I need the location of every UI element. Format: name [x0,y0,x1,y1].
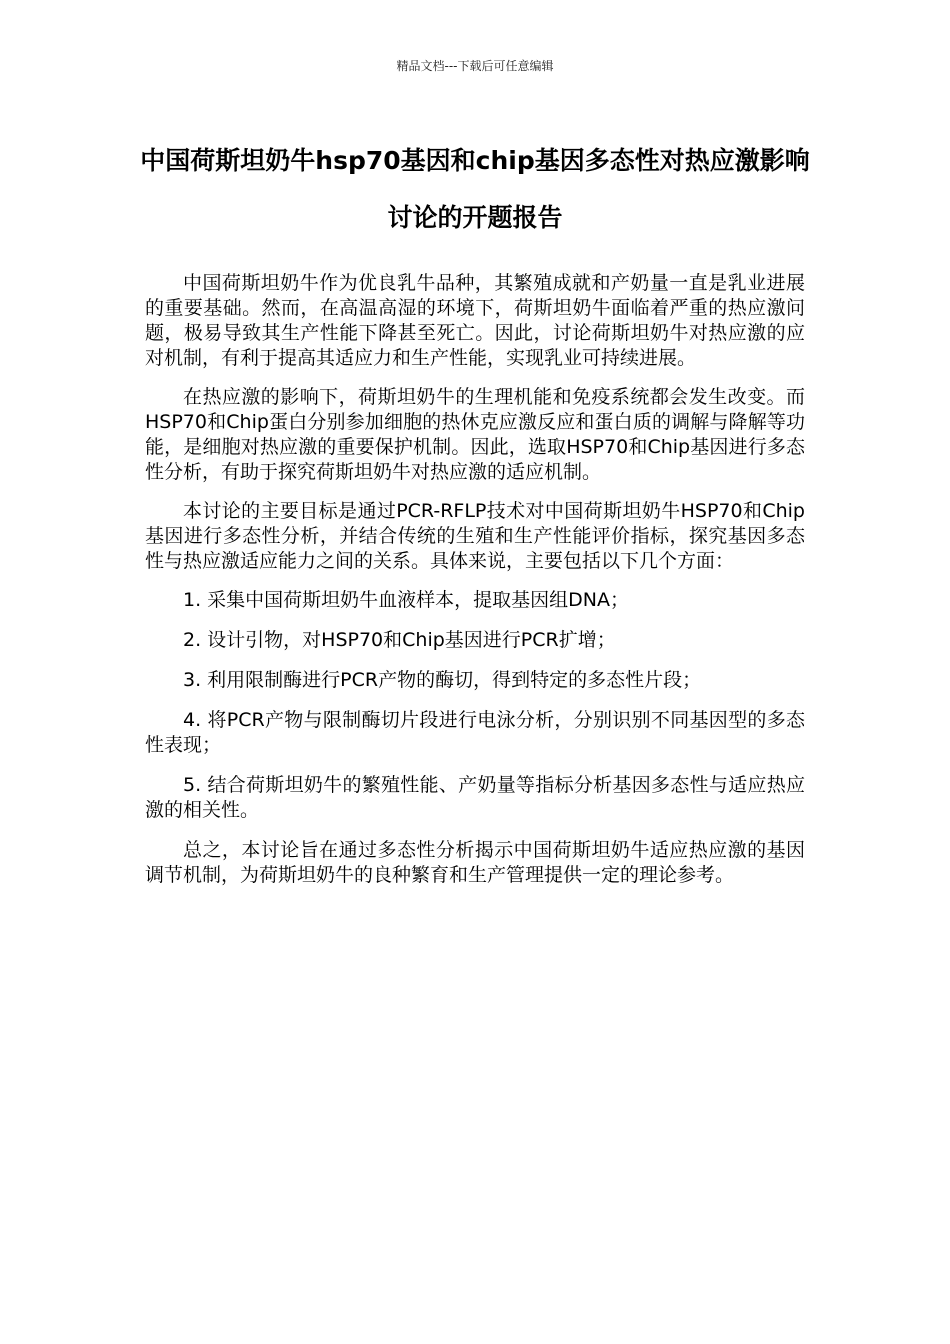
document-title: 中国荷斯坦奶牛hsp70基因和chip基因多态性对热应激影响讨论的开题报告 [140,146,810,232]
paragraph-background: 在热应激的影响下，荷斯坦奶牛的生理机能和免疫系统都会发生改变。而HSP70和Chip蛋白分别参加细胞的热休克应激反应和蛋白质的调解与降解等功能，是细胞对热应激的重要保护机制。因此，选取HSP70和Chip基因进行多态性分析，有助于探究荷斯坦奶牛对热应激的适应机制。 [145,386,805,483]
header-note: 精品文档---下载后可任意编辑 [396,59,554,73]
list-item: 5. 结合荷斯坦奶牛的繁殖性能、产奶量等指标分析基因多态性与适应热应激的相关性。 [145,774,805,821]
list-item: 3. 利用限制酶进行PCR产物的酶切，得到特定的多态性片段； [183,669,702,691]
paragraph-objective: 本讨论的主要目标是通过PCR-RFLP技术对中国荷斯坦奶牛HSP70和Chip基因进行多态性分析，并结合传统的生殖和生产性能评价指标，探究基因多态性与热应激适应能力之间的关系。具体来说，主要包括以下几个方面： [145,500,805,572]
paragraph-conclusion: 总之，本讨论旨在通过多态性分析揭示中国荷斯坦奶牛适应热应激的基因调节机制，为荷斯坦奶牛的良种繁育和生产管理提供一定的理论参考。 [145,839,805,886]
list-item: 2. 设计引物，对HSP70和Chip基因进行PCR扩增； [183,629,616,651]
document-body [145,271,805,902]
list-item: 4. 将PCR产物与限制酶切片段进行电泳分析，分别识别不同基因型的多态性表现； [145,709,805,756]
paragraph-intro: 中国荷斯坦奶牛作为优良乳牛品种，其繁殖成就和产奶量一直是乳业进展的重要基础。然而，在高温高湿的环境下，荷斯坦奶牛面临着严重的热应激问题，极易导致其生产性能下降甚至死亡。因此，讨论荷斯坦奶牛对热应激的应对机制，有利于提高其适应力和生产性能，实现乳业可持续进展。 [145,272,805,369]
list-item: 1. 采集中国荷斯坦奶牛血液样本，提取基因组DNA； [183,589,630,611]
